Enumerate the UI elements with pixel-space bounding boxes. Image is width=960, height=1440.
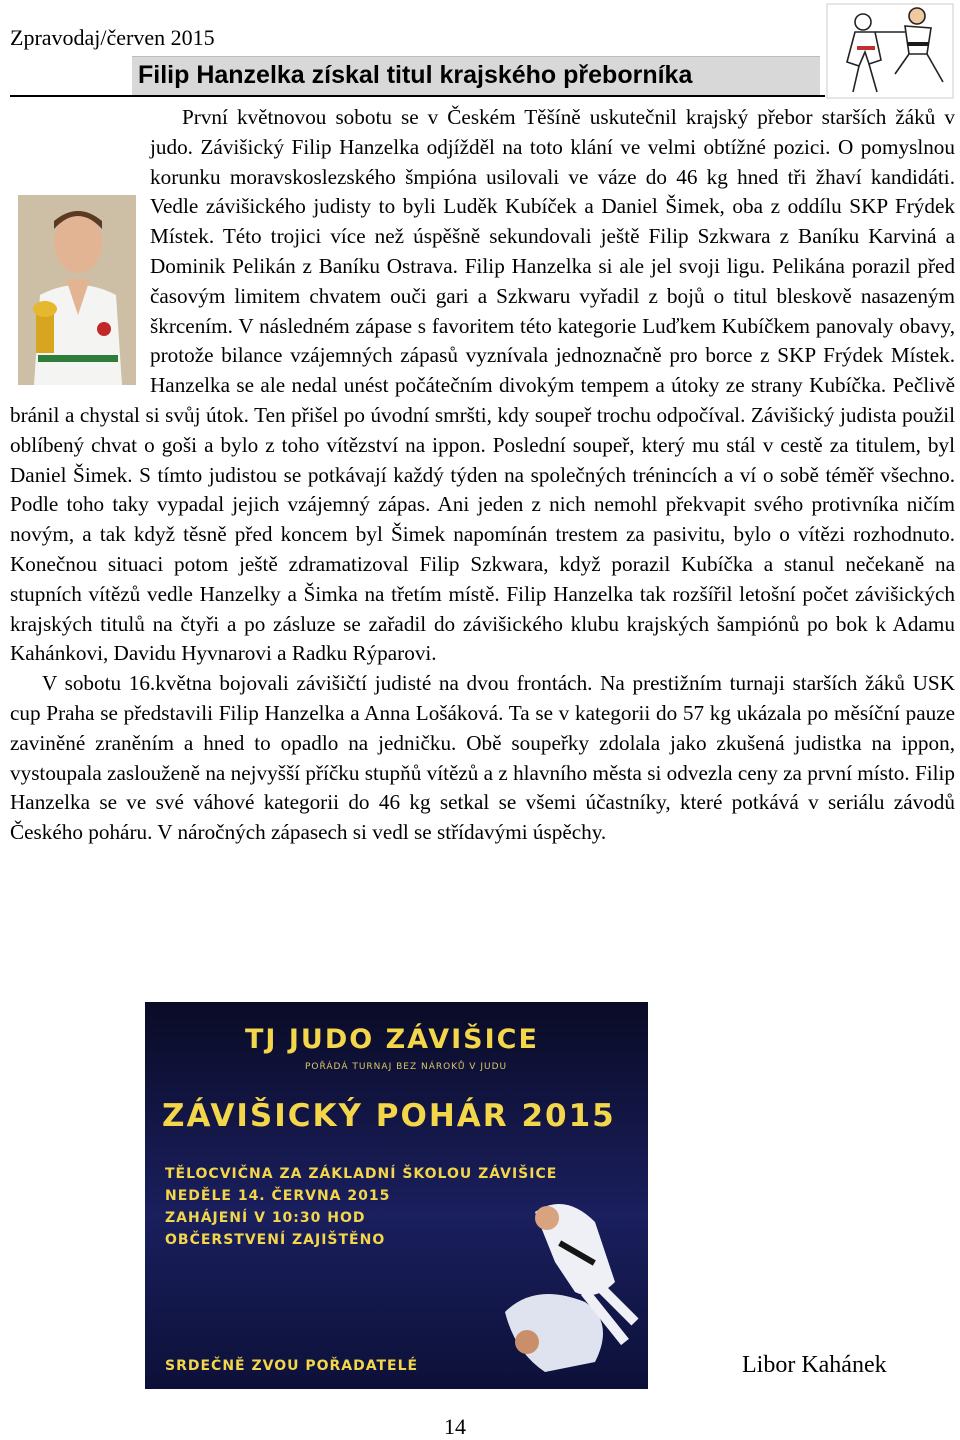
- poster-info-line: TĚLOCVIČNA ZA ZÁKLADNÍ ŠKOLOU ZÁVIŠICE: [165, 1166, 558, 1182]
- running-header: Zpravodaj/červen 2015: [10, 25, 215, 50]
- article-paragraph-2: V sobotu 16.května bojovali závišičtí judisté na dvou frontách. Na prestižním turnaji starších žáků USK cup Praha se představili Filip Hanzelka a Anna Lošáková. Ta se v kategorii do 57 kg ukázala po měsíční pauze zaviněné zraněním a hned to opadlo na jedničku. Obě soupeřky zdolala jako zkušená judistka na ippon, vystoupala zaslouženě na nejvyšší příčku stupňů vítězů a z hlavního města si odvezla ceny za první místo. Filip Hanzelka se ve své váhové kategorii do 46 kg setkal se všemi účastníky, které potkává v seriálu závodů Českého poháru. V náročných zápasech si vedl se střídavými úspěchy.: [10, 671, 955, 845]
- poster-subtitle: POŘÁDÁ TURNAJ BEZ NÁROKŮ V JUDU: [305, 1062, 508, 1072]
- event-poster: [145, 1002, 648, 1389]
- poster-info-line: ZAHÁJENÍ V 10:30 HOD: [165, 1210, 366, 1226]
- poster-club: TJ JUDO ZÁVIŠICE: [245, 1024, 539, 1055]
- athlete-with-trophy-photo: [18, 195, 136, 385]
- judo-throw-figure: [475, 1192, 645, 1382]
- poster-closing: SRDEČNĚ ZVOU POŘADATELÉ: [165, 1358, 419, 1374]
- poster-info-line: NEDĚLE 14. ČERVNA 2015: [165, 1188, 391, 1204]
- article-paragraph-1: První květnovou sobotu se v Českém Těšíně uskutečnil krajský přebor starších žáků v judo. Závišický Filip Hanzelka odjížděl na toto klání ve velmi obtížné pozici. O pomyslnou korunku moravskoslezského šmpióna usilovali ve váze do 46 kg hned tři žhaví kandidáti. Vedle závišického judisty to byli Luděk Kubíček a Daniel Šimek, oba z oddílu SKP Frýdek Místek. Této trojici více než úspěšně sekundovali ještě Filip Szkwara z Baníku Karviná a Dominik Pelikán z Baníku Ostrava. Filip Hanzelka si ale jel svoji ligu. Pelikána porazil před časovým limitem chvatem ouči gari a Szkwaru vyřadil z bojů o titul bleskově nasazeným škrcením. V následném zápase s favoritem této kategorie Luďkem Kubíčkem panovaly obavy, protože bilance vzájemných zápasů vyznívala jednoznačně pro borce z SKP Frýdek Místek. Hanzelka se ale nedal unést počátečním divokým tempem a útoky ze strany Kubíčka. Pečlivě bránil a chystal si svůj útok. Ten přišel po úvodní smršti, kdy soupeř trochu odpočíval. Závišický judista použil oblíbený chvat o goši a bylo z toho vítězství na ippon. Poslední soupeř, který mu stál v cestě za titulem, byl Daniel Šimek. S tímto judistou se potkávají každý týden na společných trénincích a ví o sobě téměř všechno. Podle toho taky vypadal jejich vzájemný zápas. Ani jeden z nich nemohl překvapit svého protivníka ničím novým, a tak když těsně před koncem byl Šimek napomínán trestem za pasivitu, bylo o vítězi rozhodnuto. Konečnou situaci potom ještě zdramatizoval Filip Szkwara, když porazil Kubíčka a stanul nečekaně na stupních vítězů vedle Hanzelky a Šimka na třetím místě. Filip Hanzelka tak rozšířil letošní počet závišických krajských titulů na čtyři a po zásluze se zařadil do závišického klubu krajských šampiónů po bok k Adamu Kahánkovi, Davidu Hyvnarovi a Radku Rýparovi.: [10, 105, 955, 666]
- page-number: 14: [444, 1414, 466, 1439]
- judo-throw-logo: [825, 2, 955, 100]
- article-title: Filip Hanzelka získal titul krajského přeborníka: [138, 61, 693, 89]
- article-body: [10, 103, 955, 848]
- poster-event-title: ZÁVIŠICKÝ POHÁR 2015: [162, 1098, 616, 1134]
- author-signature: Libor Kahánek: [742, 1352, 887, 1378]
- header-rule: [10, 95, 825, 97]
- poster-info-line: OBČERSTVENÍ ZAJIŠTĚNO: [165, 1232, 386, 1248]
